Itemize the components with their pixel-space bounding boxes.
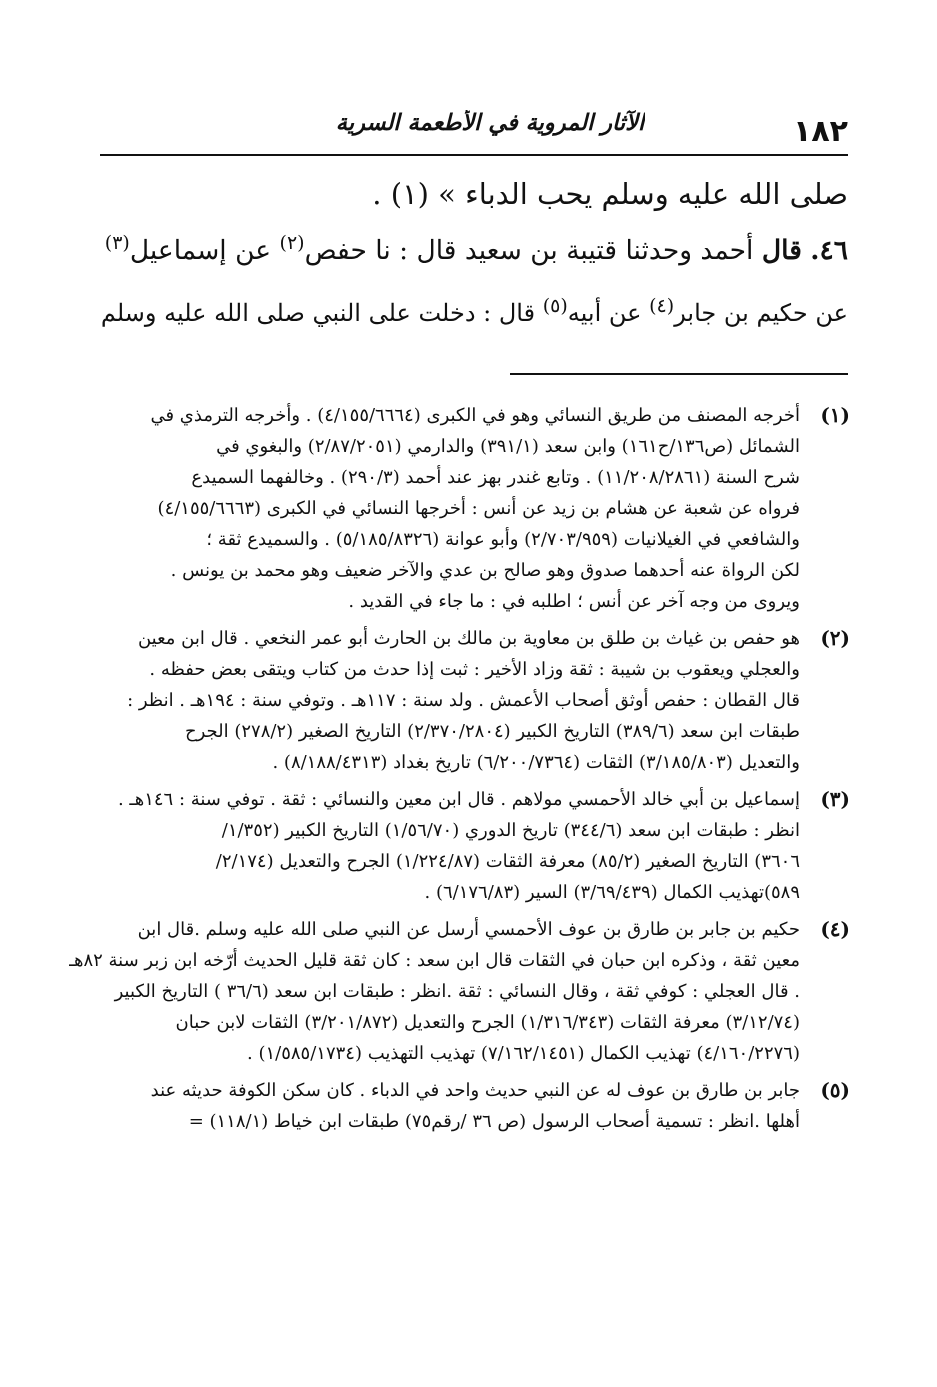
footnote-line: قال القطان : حفص أوثق أصحاب الأعمش . ولد سنة : ١١٧هـ . وتوفي سنة : ١٩٤هـ . انظر :	[127, 690, 800, 711]
footnote-line: طبقات ابن سعد (٣٨٩/٦) التاريخ الكبير (٢/٣٧٠/٢٨٠٤) التاريخ الصغير (٢٧٨/٢) الجرح	[184, 721, 800, 742]
page-header	[100, 108, 848, 156]
footnote-line: لكن الرواة عنه أحدهما صدوق وهو صالح بن عدي والآخر ضعيف وهو محمد بن يونس .	[170, 560, 800, 581]
footnote-line: إسماعيل بن أبي خالد الأحمسي مولاهم . قال ابن معين والنسائي : ثقة . توفي سنة : ١٤٦هـ .	[117, 789, 800, 810]
footnote-number: (٢)	[820, 626, 850, 650]
footnote-line: هو حفص بن غياث بن طلق بن معاوية بن مالك بن الحارث أبو عمر النخعي . قال ابن معين	[137, 628, 800, 649]
footnotes	[68, 400, 850, 1143]
footnote-line: أخرجه المصنف من طريق النسائي وهو في الكبرى (٤/١٥٥/٦٦٦٤) . وأخرجه الترمذي في	[150, 405, 800, 426]
footnote-ref-2: (٢)	[279, 232, 305, 255]
main-line-3	[100, 282, 848, 344]
footnote-5	[100, 1075, 850, 1137]
footnote-number: (٥)	[820, 1078, 850, 1102]
main-text	[100, 168, 848, 344]
footnote-line: (٤/١٦٠/٢٢٧٦) تهذيب الكمال (٧/١٦٢/١٤٥١) تهذيب التهذيب (١/٥٨٥/١٧٣٤) .	[247, 1043, 800, 1064]
footnote-line: فرواه عن شعبة عن هشام بن زيد عن أنس : أخرجها النسائي في الكبرى (٤/١٥٥/٦٦٦٣)	[157, 498, 800, 519]
hadith-text: عن أبيه	[567, 299, 642, 327]
hadith-text: أحمد وحدثنا قتيبة بن سعيد قال : نا حفص	[304, 235, 754, 266]
footnote-ref-5: (٥)	[542, 295, 568, 317]
footnote-line: شرح السنة (١١/٢٠٨/٢٨٦١) . وتابع غندر بهز عند أحمد (٢٩٠/٣) . وخالفهما السميدع	[191, 467, 800, 488]
hadith-number: ٤٦.	[810, 235, 848, 266]
footnote-ref-3: (٣)	[104, 232, 130, 255]
footnote-line: أهلها .انظر : تسمية أصحاب الرسول (ص ٣٦ /رقم٧٥) طبقات ابن خياط (١١٨/١) =	[188, 1111, 800, 1132]
footnote-number: (٣)	[820, 787, 850, 811]
footnote-line: والتعديل (٣/١٨٥/٨٠٣) الثقات (٦/٢٠٠/٧٣٦٤) تاريخ بغداد (٨/١٨٨/٤٣١٣) .	[272, 752, 800, 773]
footnote-number: (١)	[820, 403, 850, 427]
page-number: ١٨٢	[793, 114, 848, 149]
hadith-text: عن إسماعيل	[129, 235, 272, 266]
footnote-1	[100, 400, 850, 617]
footnote-ref-4: (٤)	[649, 295, 675, 317]
footnote-3	[100, 784, 850, 908]
footnote-number: (٤)	[820, 917, 850, 941]
footnote-separator	[510, 373, 848, 375]
footnote-line: حكيم بن جابر بن طارق بن عوف الأحمسي أرسل عن النبي صلى الله عليه وسلم .قال ابن	[137, 919, 800, 940]
footnote-line: . قال العجلي : كوفي ثقة ، وقال النسائي : ثقة .انظر : طبقات ابن سعد (٣٦/٦ ) التاريخ الكبير	[114, 981, 800, 1002]
footnote-line: ٣٦٠٦) التاريخ الصغير (٨٥/٢) معرفة الثقات (١/٢٢٤/٨٧) الجرح والتعديل (٢/١٧٤/	[215, 851, 800, 872]
footnote-line: انظر : طبقات ابن سعد (٣٤٤/٦) تاريخ الدوري (١/٥٦/٧٠) التاريخ الكبير (١/٣٥٢/	[221, 820, 800, 841]
hadith-lead-word: قال	[761, 235, 802, 266]
running-title: الآثار المروية في الأطعمة السرية	[335, 110, 645, 136]
footnote-line: الشمائل (ص١٣٦/ح١٦١) وابن سعد (٣٩١/١) والدارمي (٢/٨٧/٢٠٥١) والبغوي في	[216, 436, 800, 457]
footnote-line: معين ثقة ، وذكره ابن حبان في الثقات قال ابن سعد : كان ثقة قليل الحديث أرّخه ابن زبر سنة ٨٢هـ	[68, 950, 800, 971]
footnote-line: والعجلي ويعقوب بن شيبة : ثقة وزاد الأخير : ثبت إذا حدث من كتاب ويتقى بعض حفظه .	[149, 659, 800, 680]
footnote-line: والشافعي في الغيلانيات (٢/٧٠٣/٩٥٩) وأبو عوانة (٥/١٨٥/٨٣٢٦) . والسميدع ثقة ؛	[206, 529, 800, 550]
main-line-2	[100, 220, 848, 282]
main-line-1: صلى الله عليه وسلم يحب الدباء » (١) .	[372, 177, 848, 211]
footnote-line: (٣/١٢/٧٤) معرفة الثقات (١/٣١٦/٣٤٣) الجرح والتعديل (٣/٢٠١/٨٧٢) الثقات لابن حبان	[175, 1012, 800, 1033]
hadith-text: عن حكيم بن جابر	[674, 299, 848, 327]
footnote-line: ويروى من وجه آخر عن أنس ؛ اطلبه في : ما جاء في القديد .	[348, 591, 800, 612]
footnote-line: جابر بن طارق بن عوف له عن النبي حديث واحد في الدباء . كان سكن الكوفة حديثه عند	[150, 1080, 800, 1101]
footnote-line: ٥٨٩)تهذيب الكمال (٣/٦٩/٤٣٩) السير (٦/١٧٦/٨٣) .	[424, 882, 800, 903]
footnote-2	[100, 623, 850, 778]
hadith-text: قال : دخلت على النبي صلى الله عليه وسلم	[100, 299, 536, 327]
footnote-4	[68, 914, 850, 1069]
